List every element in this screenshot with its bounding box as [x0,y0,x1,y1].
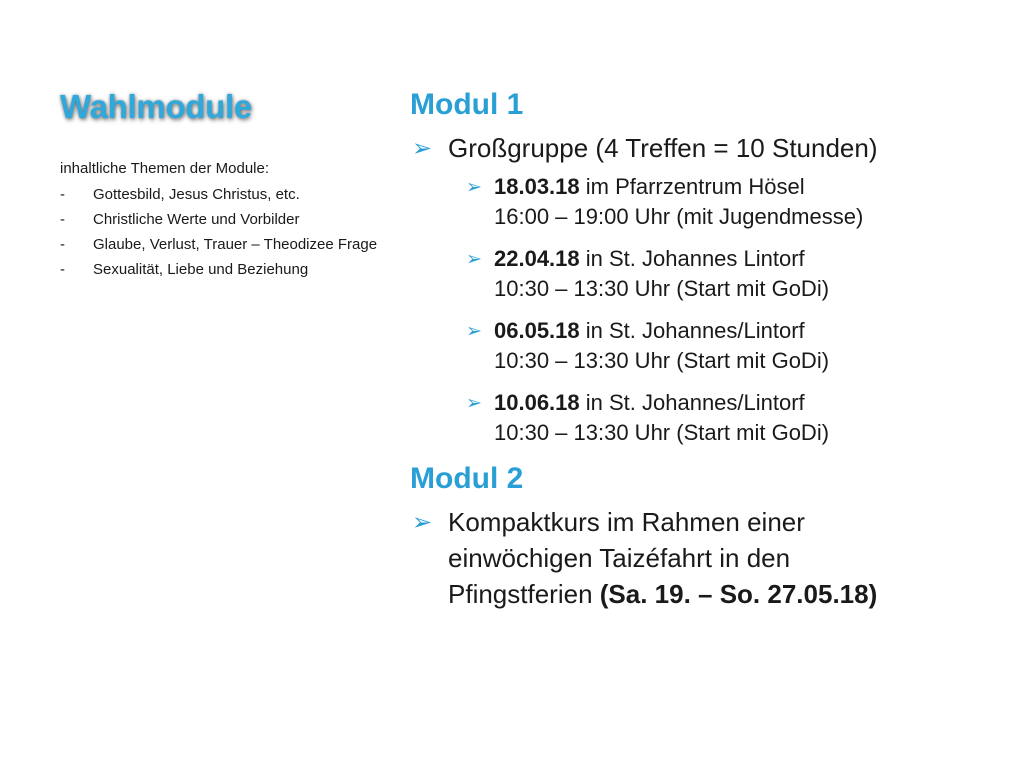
topic-text: Christliche Werte und Vorbilder [93,211,300,228]
meeting-date: 10.06.18 [494,390,580,415]
dash-bullet: - [60,186,65,203]
topic-item [60,211,380,229]
dash-bullet: - [60,236,65,253]
modul2-dates: (Sa. 19. – So. 27.05.18) [599,579,878,609]
meeting-place: in St. Johannes/Lintorf [579,390,805,415]
arrow-bullet-icon: ➢ [466,392,482,414]
meeting-date: 22.04.18 [494,246,580,271]
meeting-item [410,244,1010,304]
arrow-bullet-icon: ➢ [412,134,433,162]
group-text: Großgruppe (4 Treffen = 10 Stunden) [448,133,878,163]
modul2-line3: Pfingstferien [448,579,600,609]
modul2-line1: Kompaktkurs im Rahmen einer [448,507,805,537]
meeting-place: in St. Johannes/Lintorf [579,318,805,343]
topic-item [60,261,380,279]
arrow-bullet-icon: ➢ [466,176,482,198]
meeting-date: 18.03.18 [494,174,580,199]
modul2-description [410,504,1010,612]
meeting-item [410,172,1010,232]
arrow-bullet-icon: ➢ [412,508,433,536]
meeting-place: in St. Johannes Lintorf [579,246,805,271]
modul2-heading: Modul 2 [410,462,524,495]
modul1-group [410,130,1010,166]
modul1-heading: Modul 1 [410,88,524,121]
dash-bullet: - [60,261,65,278]
meeting-place: im Pfarrzentrum Hösel [579,174,805,199]
arrow-bullet-icon: ➢ [466,320,482,342]
meeting-item [410,316,1010,376]
slide-title: Wahlmodule [60,88,252,125]
meeting-time: 10:30 – 13:30 Uhr (Start mit GoDi) [494,276,830,301]
right-column [410,86,1010,618]
meeting-date: 06.05.18 [494,318,580,343]
meeting-time: 16:00 – 19:00 Uhr (mit Jugendmesse) [494,204,864,229]
topic-text: Gottesbild, Jesus Christus, etc. [93,186,300,203]
topics-list [60,186,380,279]
meeting-time: 10:30 – 13:30 Uhr (Start mit GoDi) [494,420,830,445]
topic-text: Sexualität, Liebe und Beziehung [93,261,309,278]
topic-text: Glaube, Verlust, Trauer – Theodizee Frage [93,236,378,253]
meeting-time: 10:30 – 13:30 Uhr (Start mit GoDi) [494,348,830,373]
topic-item [60,236,380,254]
modul2-line2: einwöchigen Taizéfahrt in den [448,543,791,573]
arrow-bullet-icon: ➢ [466,248,482,270]
topic-item [60,186,380,204]
topics-subtitle: inhaltliche Themen der Module: [60,160,270,177]
dash-bullet: - [60,211,65,228]
meeting-item [410,388,1010,448]
left-column [60,88,380,286]
